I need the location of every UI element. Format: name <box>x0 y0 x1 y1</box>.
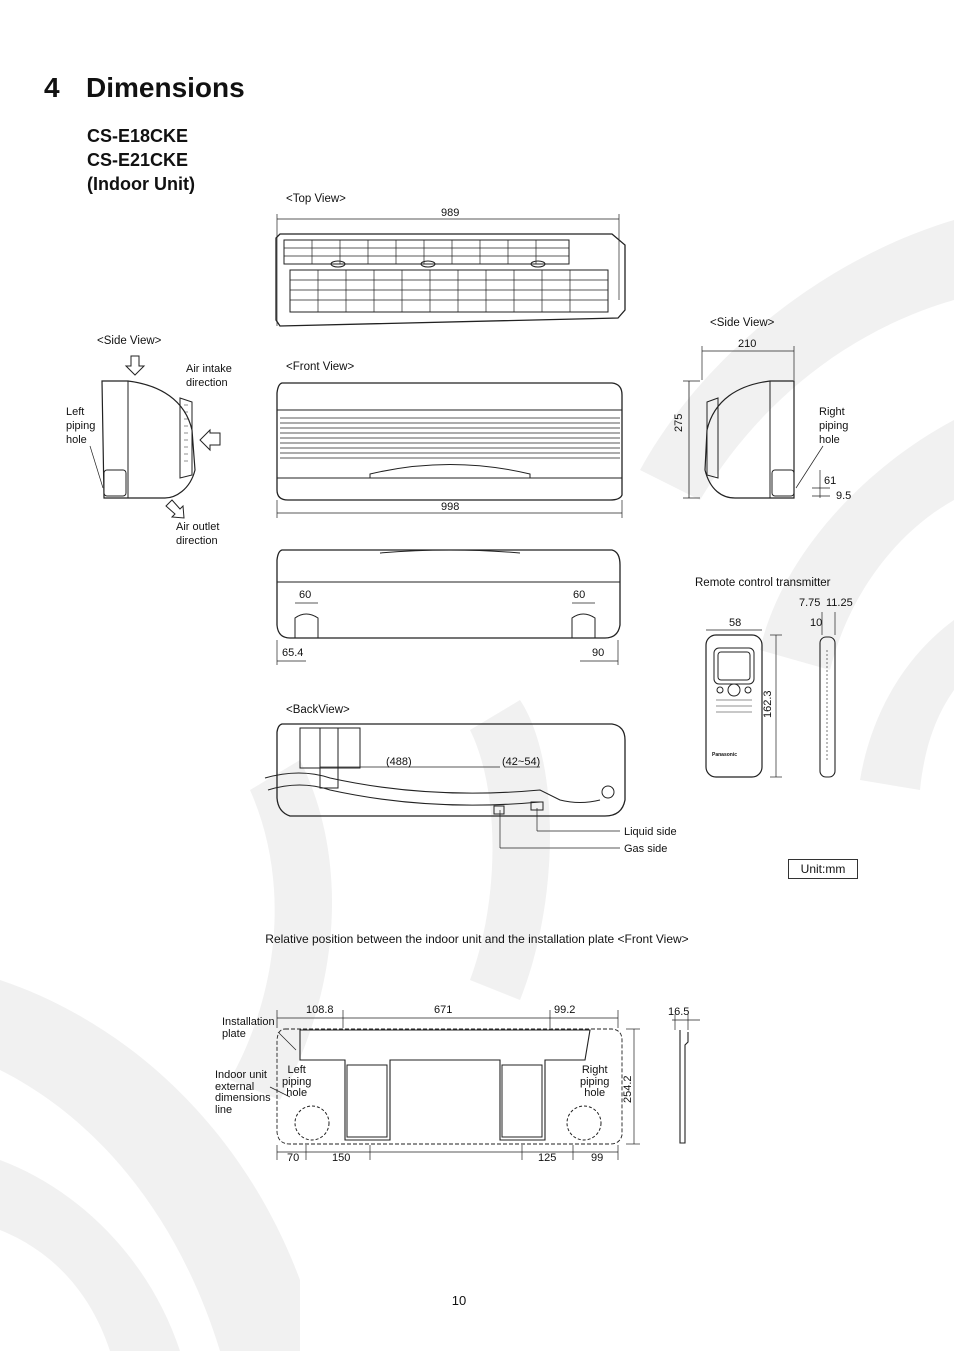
right-piping-label <box>819 405 848 447</box>
dim-bottom-left-60: 60 <box>299 589 312 601</box>
plate-left-hole-line2: piping <box>282 1075 312 1088</box>
indoor-outline-label <box>215 1070 271 1116</box>
top-view-drawing <box>276 214 625 326</box>
dim-bottom-left-65-4: 65.4 <box>282 647 304 659</box>
dim-bottom-right-60: 60 <box>573 589 586 601</box>
right-piping-line2: piping <box>819 420 849 432</box>
left-piping-label <box>66 405 95 447</box>
air-intake-label <box>186 362 232 390</box>
plate-caption: Relative position between the indoor unit and the installation plate <Front View> <box>265 932 689 946</box>
front-view-title: <Front View> <box>286 361 355 373</box>
dim-side-height: 275 <box>673 413 685 432</box>
side-view-left-title: <Side View> <box>97 335 162 347</box>
air-outlet-label <box>176 520 219 548</box>
bottom-view-drawing <box>277 550 620 665</box>
dim-plate-16-5: 16.5 <box>668 1006 690 1018</box>
air-intake-line2: direction <box>186 377 228 389</box>
plate-left-hole-line1: Left <box>287 1064 306 1076</box>
dim-plate-99-2: 99.2 <box>554 1004 576 1016</box>
dim-back-42-54: (42~54) <box>502 756 541 768</box>
model-name-2: CS-E21CKE <box>87 150 189 170</box>
dim-remote-11-25: 11.25 <box>826 597 853 609</box>
plate-right-hole-line1: Right <box>581 1064 608 1076</box>
dim-top-width: 989 <box>441 207 460 219</box>
air-outlet-line1: Air outlet <box>176 521 220 533</box>
dim-bottom-right-90: 90 <box>592 647 605 659</box>
page-number: 10 <box>451 1293 467 1308</box>
dim-remote-7-75: 7.75 <box>799 597 821 609</box>
indoor-outline-line4: line <box>215 1103 233 1116</box>
remote-control-label: Remote control transmitter <box>695 577 831 589</box>
dim-back-488: (488) <box>386 756 412 768</box>
remote-brand: Panasonic <box>712 752 738 758</box>
top-view-title: <Top View> <box>286 193 346 205</box>
dim-side-9-5: 9.5 <box>836 490 852 502</box>
dim-side-61: 61 <box>824 475 837 487</box>
indoor-outline-line2: external <box>215 1080 255 1093</box>
installation-plate-label <box>222 1016 275 1040</box>
dim-remote-height: 162.3 <box>762 690 774 718</box>
left-piping-line1: Left <box>66 406 85 418</box>
installation-plate-line1: Installation <box>222 1016 275 1028</box>
dim-front-width: 998 <box>441 501 460 513</box>
installation-plate-line2: plate <box>222 1028 246 1040</box>
installation-plate-drawing <box>270 1010 700 1160</box>
dim-plate-125: 125 <box>538 1152 557 1164</box>
dim-plate-150: 150 <box>332 1152 351 1164</box>
right-side-view-drawing <box>683 346 830 498</box>
model-subtitle: (Indoor Unit) <box>87 174 195 194</box>
front-view-drawing <box>277 383 622 518</box>
back-view-title: <BackView> <box>286 704 350 716</box>
dim-remote-10: 10 <box>810 617 823 629</box>
dim-plate-671: 671 <box>434 1004 453 1016</box>
gas-side-label: Gas side <box>624 843 668 855</box>
section-number: 4 <box>44 72 60 103</box>
section-title: Dimensions <box>86 72 245 103</box>
side-view-right-title: <Side View> <box>710 317 775 329</box>
right-piping-line3: hole <box>819 434 840 446</box>
dim-plate-108-8: 108.8 <box>306 1004 334 1016</box>
liquid-side-label: Liquid side <box>624 826 677 838</box>
indoor-outline-line1: Indoor unit <box>215 1069 267 1081</box>
back-view-drawing <box>265 724 625 848</box>
dim-plate-254-2: 254.2 <box>622 1075 634 1103</box>
plate-right-hole-label <box>580 1065 609 1100</box>
unit-box: Unit:mm <box>788 859 858 879</box>
dim-remote-width: 58 <box>729 617 742 629</box>
air-outlet-line2: direction <box>176 535 218 547</box>
left-piping-line2: piping <box>66 420 96 432</box>
plate-right-hole-line2: piping <box>580 1075 610 1088</box>
model-name-1: CS-E18CKE <box>87 126 189 146</box>
plate-left-hole-line3: hole <box>286 1087 308 1099</box>
right-piping-line1: Right <box>819 406 845 418</box>
air-intake-line1: Air intake <box>186 363 232 375</box>
dim-plate-99: 99 <box>591 1152 604 1164</box>
plate-right-hole-line3: hole <box>584 1087 606 1099</box>
dim-side-depth: 210 <box>738 338 757 350</box>
dim-plate-70: 70 <box>287 1152 300 1164</box>
indoor-outline-line3: dimensions <box>215 1092 271 1104</box>
plate-left-hole-label <box>282 1065 311 1100</box>
left-piping-line3: hole <box>66 434 87 446</box>
